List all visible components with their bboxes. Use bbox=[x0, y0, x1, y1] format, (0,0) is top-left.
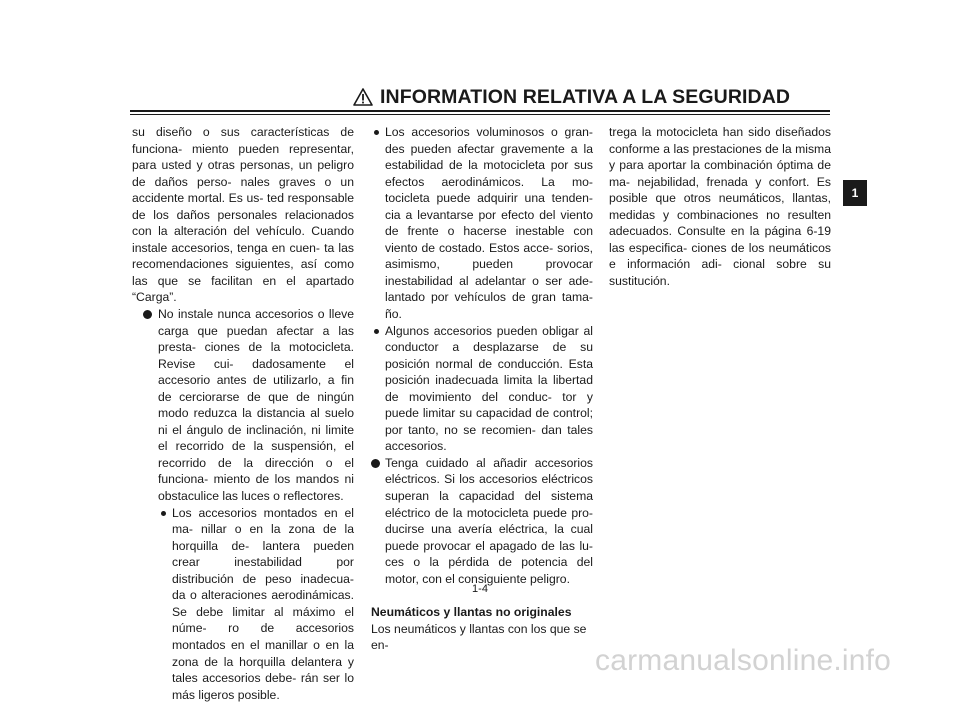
line: Tenga cuidado al añadir accesorios bbox=[385, 455, 593, 470]
section-title: INFORMATION RELATIVA A LA SEGURIDAD bbox=[380, 86, 791, 108]
line: ta las recomendaciones siguientes, así bbox=[132, 240, 354, 272]
header-rule-thin bbox=[130, 114, 830, 115]
line: otras personas, un peligro de daños perso- bbox=[132, 158, 354, 189]
bullet-dot-icon bbox=[371, 459, 380, 468]
text-column-3 bbox=[609, 124, 831, 289]
warning-triangle-icon bbox=[353, 88, 373, 106]
bullet-item-electrical bbox=[371, 455, 593, 587]
line: recorrido de la dirección o el funciona- bbox=[158, 455, 354, 487]
line: libertad de movimiento del conduc- bbox=[385, 373, 593, 404]
sub-bullet-text bbox=[385, 323, 593, 455]
line: ted responsable de los daños personales bbox=[132, 191, 354, 222]
tires-paragraph-continued bbox=[609, 124, 831, 289]
line: rán ser lo más ligeros posible. bbox=[172, 671, 354, 702]
bullet-text bbox=[385, 455, 593, 587]
line: posición normal de conducción. bbox=[385, 356, 569, 371]
line: superan la capacidad del sistema bbox=[385, 489, 593, 504]
line: lantera pueden crear inestabilidad bbox=[172, 538, 354, 570]
line: estabilidad de la motocicleta por bbox=[385, 158, 575, 173]
sub-bullet-dot-icon bbox=[161, 511, 166, 516]
line: da o alteraciones aerodinámicas. bbox=[172, 588, 354, 603]
line: miento pueden representar, para usted y bbox=[132, 141, 354, 173]
line: eléctrico de la motocicleta puede pro- bbox=[385, 505, 593, 520]
line: para aportar la combinación óptima de ma- bbox=[609, 158, 831, 189]
line: manillar o en la zona de la horquilla bbox=[172, 637, 354, 669]
line: ducirse una avería eléctrica, la cual bbox=[385, 522, 593, 537]
line: al conductor a desplazarse de su bbox=[385, 323, 593, 355]
line: inestabilidad al adelantar o ser ade- bbox=[385, 273, 593, 288]
line: viento de frente o hacerse inestable bbox=[385, 207, 593, 239]
line: las luces o reflectores. bbox=[222, 489, 344, 504]
line: al suelo ni el ángulo de inclinación, ni bbox=[158, 406, 354, 437]
line: delantera y tales accesorios debe- bbox=[172, 654, 354, 686]
section-header bbox=[130, 86, 830, 112]
line: limite el recorrido de la suspensión, el bbox=[158, 422, 354, 454]
line: ño. bbox=[385, 307, 402, 322]
subheading-tires: Neumáticos y llantas no originales bbox=[371, 605, 572, 620]
line: carga que puedan afectar a las presta- bbox=[158, 323, 354, 355]
line: sus efectos aerodinámicos. La mo- bbox=[385, 158, 593, 189]
line: nales graves o un accidente mortal. Es us- bbox=[132, 174, 354, 206]
sub-bullet-dot-icon bbox=[374, 130, 379, 135]
line: de ningún modo reduzca la distancia bbox=[158, 389, 354, 421]
line: por distribución de peso inadecua- bbox=[172, 555, 354, 586]
line: cional sobre su sustitución. bbox=[609, 257, 831, 288]
sub-bullet-item-handlebar bbox=[132, 505, 354, 703]
line: “Carga”. bbox=[132, 290, 177, 305]
line: Los accesorios montados en el ma- bbox=[172, 505, 354, 537]
sub-bullet-item-position bbox=[371, 323, 593, 455]
line: combinaciones no resulten adecuados. bbox=[609, 207, 832, 239]
line: dan tales accesorios. bbox=[385, 422, 594, 454]
intro-paragraph bbox=[132, 124, 354, 306]
tires-paragraph-start: Los neumáticos y llantas con los que se en- bbox=[371, 621, 587, 653]
line: dadosamente el accesorio antes de bbox=[158, 356, 354, 388]
line: tor y puede limitar su capacidad de bbox=[385, 389, 594, 421]
line: ces o la pérdida de potencia del motor, bbox=[385, 555, 593, 586]
line: des pueden afectar gravemente a la bbox=[385, 141, 593, 156]
bullet-text bbox=[158, 306, 354, 505]
line: cia a levantarse por efecto del bbox=[385, 207, 561, 222]
line: miento de los mandos ni obstaculice bbox=[158, 472, 355, 504]
line: ro de accesorios montados en el bbox=[172, 621, 355, 652]
line: como las que se facilitan en el apartado bbox=[132, 257, 354, 288]
line: puede provocar el apagado de las lu- bbox=[385, 538, 593, 553]
line: ciones de los neumáticos e información adi- bbox=[609, 240, 831, 272]
line: trega la motocicleta han sido diseñados bbox=[609, 125, 831, 139]
line: sorios, asimismo, pueden provocar bbox=[385, 240, 593, 272]
line: con viento de costado. Estos acce- bbox=[385, 224, 593, 255]
line: No instale nunca accesorios o lleve bbox=[158, 307, 354, 322]
line: su diseño o sus características de funciona- bbox=[132, 125, 354, 156]
line: nejabilidad, frenada y confort. Es posible bbox=[609, 174, 831, 206]
line: conforme a las prestaciones de la misma y bbox=[609, 141, 831, 173]
bullet-item-accessories bbox=[132, 306, 354, 505]
line: Se debe limitar al máximo el núme- bbox=[172, 604, 354, 636]
line: Los accesorios voluminosos o gran- bbox=[385, 125, 593, 139]
text-column-1 bbox=[132, 124, 354, 703]
text-column-2 bbox=[371, 124, 593, 654]
line: Consulte en la página 6-19 las especifica- bbox=[609, 224, 831, 255]
line: nillar o en la zona de la horquilla de- bbox=[172, 522, 354, 553]
line: lantado por vehículos de gran tama- bbox=[385, 290, 593, 305]
sub-bullet-dot-icon bbox=[374, 329, 379, 334]
watermark-text: carmanualsonline.info bbox=[595, 644, 892, 677]
page-number: 1-4 bbox=[472, 583, 488, 595]
bullet-dot-icon bbox=[143, 310, 152, 319]
sub-bullet-text bbox=[385, 124, 593, 323]
line: tocicleta puede adquirir una tenden- bbox=[385, 191, 593, 206]
line: relacionados con la alteración del vehículo. bbox=[132, 207, 354, 239]
sub-bullet-item-bulky bbox=[371, 124, 593, 323]
line: Algunos accesorios pueden obligar bbox=[385, 323, 584, 338]
sub-bullet-text bbox=[172, 505, 354, 703]
chapter-tab: 1 bbox=[843, 180, 867, 206]
line: eléctricos. Si los accesorios eléctricos bbox=[385, 472, 593, 487]
header-rule-thick bbox=[130, 110, 830, 112]
line: que otros neumáticos, llantas, medidas y bbox=[609, 191, 831, 222]
line: con el consiguiente peligro. bbox=[422, 571, 570, 586]
line: Esta posición inadecuada limita la bbox=[385, 356, 593, 388]
line: Cuando instale accesorios, tenga en cuen- bbox=[132, 224, 354, 255]
line: utilizarlo, a fin de cerciorarse de que bbox=[158, 373, 354, 404]
line: control; por tanto, no se recomien- bbox=[385, 406, 593, 437]
line: ciones de la motocicleta. Revise cui- bbox=[158, 340, 354, 371]
